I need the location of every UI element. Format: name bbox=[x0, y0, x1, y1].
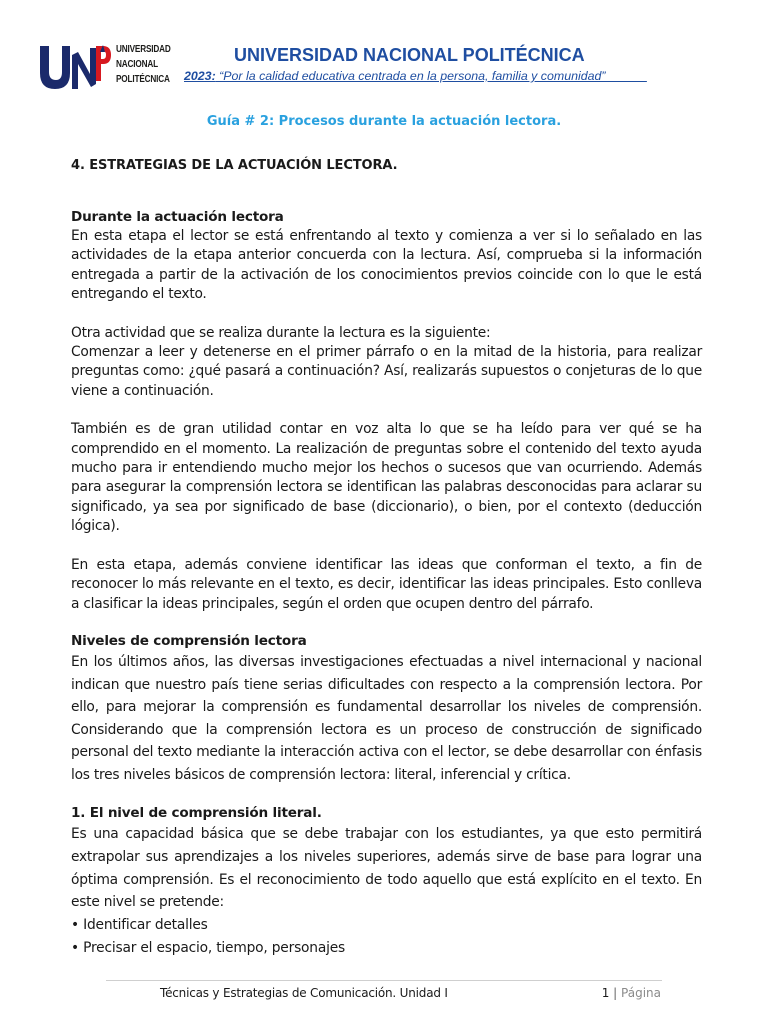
page-number-value: 1 bbox=[601, 986, 610, 1000]
page-separator: | bbox=[613, 986, 618, 1000]
page-label: Página bbox=[621, 986, 661, 1000]
paragraph: Comenzar a leer y detenerse en el primer párrafo o en la mitad de la historia, para realizar preguntas como: ¿qué pasará a continuación? Así, realizarás supuestos o conjeturas de lo que viene a continuación. bbox=[71, 344, 702, 399]
motto-text: “Por la calidad educativa centrada en la persona, familia y comunidad” _ _ _ _ bbox=[215, 69, 647, 83]
motto-year: 2023: bbox=[184, 69, 216, 83]
section-title: 4. ESTRATEGIAS DE LA ACTUACIÓN LECTORA. bbox=[71, 158, 398, 173]
document-body bbox=[71, 156, 702, 960]
paragraph: Otra actividad que se realiza durante la lectura es la siguiente: bbox=[71, 324, 491, 341]
university-title: UNIVERSIDAD NACIONAL POLITÉCNICA bbox=[234, 45, 585, 65]
motto bbox=[184, 69, 647, 83]
heading-literal-level: 1. El nivel de comprensión literal. bbox=[71, 805, 322, 822]
paragraph: También es de gran utilidad contar en voz alta lo que se ha leído para ver qué se ha comprendido en el momento. La realización de preguntas sobre el contenido del texto ayuda mucho para ir entendiendo mucho mejor los hechos o sucesos que van ocurriendo. Además para asegurar la comprensión lectora se identifican las palabras desconocidas para aclarar su significado, ya sea por significado de base (diccionario), o bien, por el contexto (deducción lógica). bbox=[71, 421, 702, 535]
heading-during-reading: Durante la actuación lectora bbox=[71, 209, 284, 225]
document-header bbox=[38, 40, 718, 96]
paragraph: En esta etapa, además conviene identificar las ideas que conforman el texto, a fin de reconocer lo más relevante en el texto, es decir, identificar las ideas principales. Esto conlleva a clasificar la ideas principales, según el orden que ocupen dentro del párrafo. bbox=[71, 556, 702, 612]
unp-logo-mark-icon bbox=[38, 42, 112, 92]
list-item: • Identificar detalles bbox=[71, 916, 208, 933]
paragraph: En esta etapa el lector se está enfrentando al texto y comienza a ver si lo señalado en las actividades de la etapa anterior concuerda con la lectura. Así, comprueba si la información entregada a partir de la activación de los conocimientos previos coincide con lo que le está entregando el texto. bbox=[71, 228, 702, 303]
paragraph: Es una capacidad básica que se debe trabajar con los estudiantes, ya que esto permitirá extrapolar sus aprendizajes a los niveles superiores, además sirve de base para lograr una óptima comprensión. Es el reconocimiento de todo aquello que está explícito en el texto. En este nivel se pretende: bbox=[71, 826, 702, 911]
page-number bbox=[602, 986, 661, 1000]
heading-comprehension-levels: Niveles de comprensión lectora bbox=[71, 632, 307, 649]
footer-course-title: Técnicas y Estrategias de Comunicación. Unidad I bbox=[160, 986, 448, 1000]
logo-wordmark: UNIVERSIDAD NACIONAL POLITÉCNICA bbox=[116, 44, 171, 85]
paragraph: En los últimos años, las diversas investigaciones efectuadas a nivel internacional y nacional indican que nuestro país tiene serias dificultades con respecto a la comprensión lectora. Por ello, para mejorar la comprensión es fundamental desarrollar los niveles de comprensión. Considerando que la comprensión lectora es un proceso de construcción de significado personal del texto mediante la interacción activa con el lector, se debe desarrollar con énfasis los tres niveles básicos de comprensión lectora: literal, inferencial y crítica. bbox=[71, 653, 702, 783]
list-item: • Precisar el espacio, tiempo, personajes bbox=[71, 939, 346, 956]
guide-title: Guía # 2: Procesos durante la actuación lectora. bbox=[206, 114, 562, 129]
page-footer bbox=[106, 980, 662, 1011]
university-logo bbox=[38, 40, 178, 94]
